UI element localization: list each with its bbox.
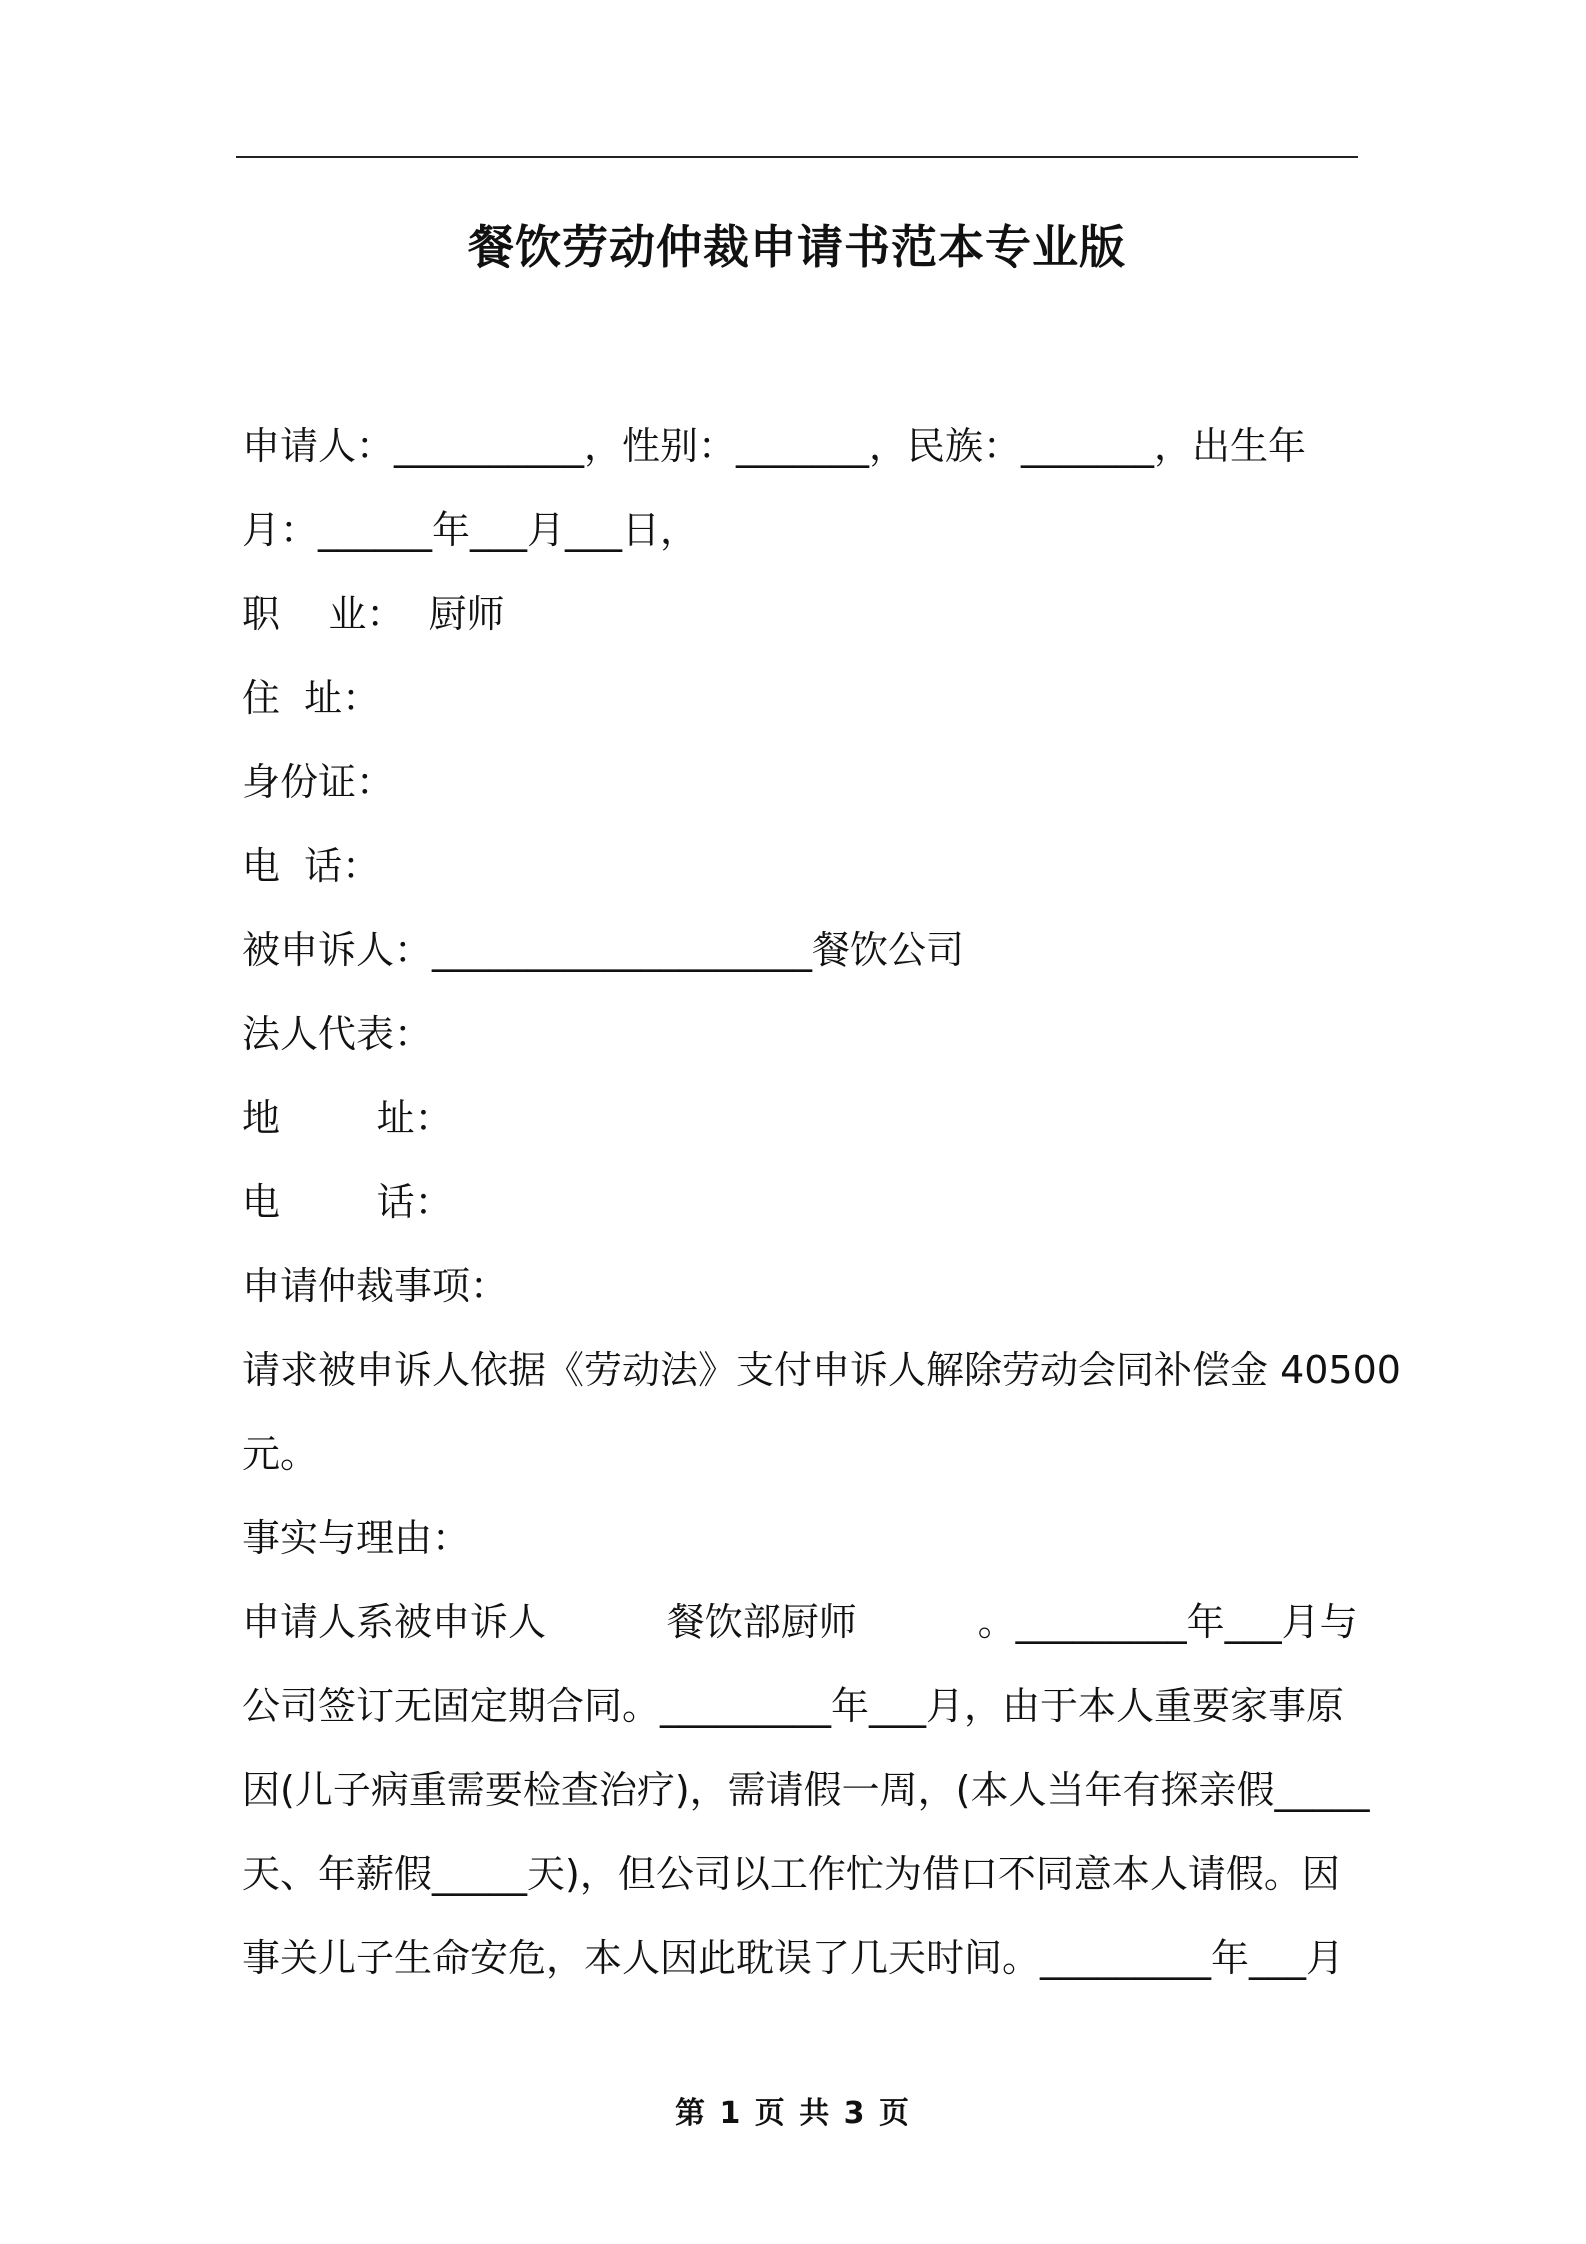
claims-text-line: 元。 — [242, 1432, 319, 1476]
facts-text-line: 事关儿子生命安危，本人因此耽误了几天时间。_________年___月 — [242, 1936, 1345, 1980]
phone-line: 电 话： — [242, 844, 381, 888]
respondent-address-line: 地 址： — [242, 1096, 453, 1140]
facts-heading: 事实与理由： — [242, 1516, 471, 1560]
respondent-line: 被申诉人：____________________餐饮公司 — [242, 928, 965, 972]
claims-text-line: 请求被申诉人依据《劳动法》支付申诉人解除劳动会同补偿金 40500 — [242, 1348, 1401, 1392]
facts-text-line: 因(儿子病重需要检查治疗)，需请假一周，(本人当年有探亲假_____ — [242, 1768, 1370, 1812]
legal-rep-line: 法人代表： — [242, 1012, 433, 1056]
header-rule — [236, 156, 1358, 158]
document-title: 餐饮劳动仲裁申请书范本专业版 — [468, 220, 1126, 274]
applicant-line: 申请人：__________，性别：_______，民族：_______，出生年 — [242, 424, 1307, 468]
birthdate-line: 月：______年___月___日， — [242, 508, 699, 552]
facts-text-line: 申请人系被申诉人 餐饮部厨师 。_________年___月与 — [242, 1600, 1358, 1644]
occupation-line: 职 业： 厨师 — [242, 592, 505, 636]
facts-text-line: 天、年薪假_____天)，但公司以工作忙为借口不同意本人请假。因 — [242, 1852, 1340, 1896]
page-number: 第 1 页 共 3 页 — [675, 2096, 911, 2131]
address-line: 住 址： — [242, 676, 381, 720]
respondent-phone-line: 电 话： — [242, 1180, 453, 1224]
id-card-line: 身份证： — [242, 760, 395, 804]
facts-text-line: 公司签订无固定期合同。_________年___月，由于本人重要家事原 — [242, 1684, 1345, 1728]
claims-heading: 申请仲裁事项： — [242, 1264, 509, 1308]
document-body — [242, 404, 1401, 2000]
